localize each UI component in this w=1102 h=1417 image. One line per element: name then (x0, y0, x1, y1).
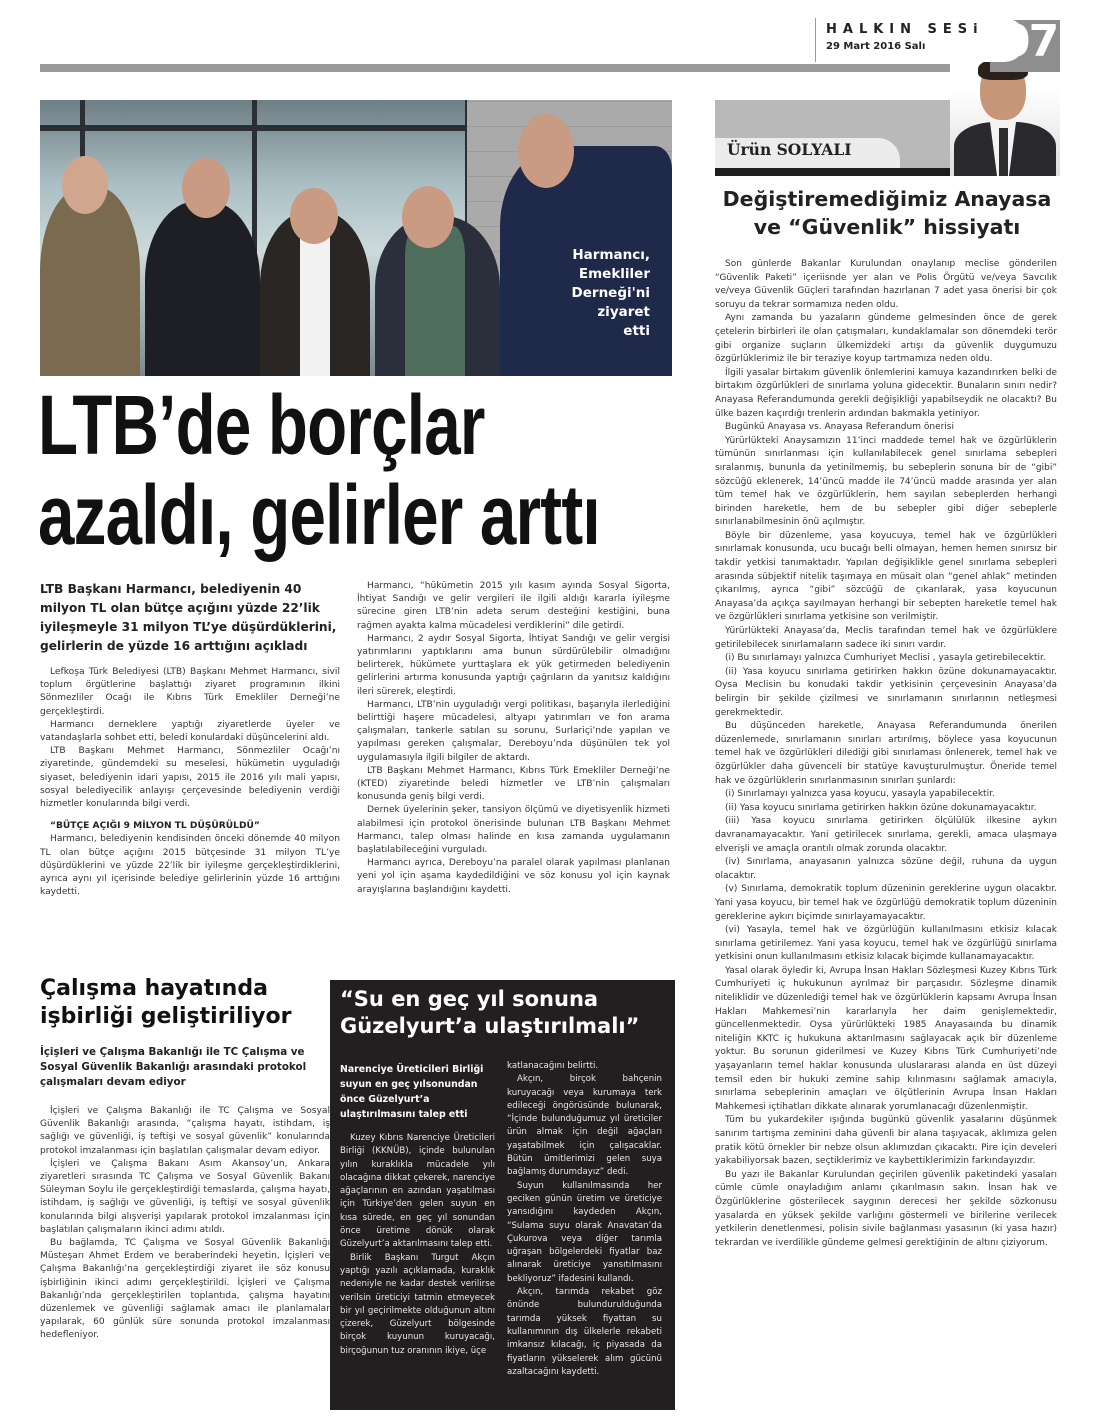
masthead-rule (40, 64, 1050, 72)
labor-story-lead: İçişleri ve Çalışma Bakanlığı ile TC Çalışma ve Sosyal Güvenlik Bakanlığı arasındaki protokol çalışmaları devam ediyor (40, 1046, 307, 1088)
paragraph: (ii) Yasa koyucu sınırlama getirirken hakkın özüne dokunamayacaktır. (725, 802, 1037, 813)
person-shirt (405, 226, 465, 376)
paragraph: Lefkoşa Türk Belediyesi (LTB) Başkanı Mehmet Harmancı, sivil toplum örgütlerine başlattığı ziyaret programının ilkini Sönmezliler Ocağı ile Kıbrıs Türk Emekliler Derneği’ne gerçekleştirdi. (40, 667, 340, 717)
paragraph: (ii) Yasa koyucu sınırlama getirirken hakkın özüne dokunamayacaktır. Oysa Meclisin bu konudaki takdir yetkisinin çerçevesinin Anayasa’da belirgin bir şekilde çizilmesi ve sınırlamanın sınırlarının netleşmesi gerekmektedir. (715, 666, 1057, 718)
paragraph: Suyun kullanılmasında her geciken günün üretim ve üreticiye yansıdığını kaydeden Akçın, “Sulama suyu olarak Anavatan’da Çukurova veya diğer tarımla uğraşan bölgelerdeki fiyatlar baz alınarak üreticiye yansıtılmasını bekliyoruz” ifadesini kullandı. (507, 1180, 662, 1284)
paper-name: HALKIN SESi (826, 22, 984, 37)
paragraph: (iii) Yasa koyucu sınırlama getirirken ölçülülük ilkesine aykırı davranamayacaktır. Yani getirilecek sınırlama, gerekli, amaca ulaşmaya elverişli ve amaçla orantılı olmak zorunda olacaktır. (715, 816, 1057, 854)
labor-story-body (40, 1105, 330, 1343)
person-head (62, 156, 108, 214)
paragraph: (i) Sınırlamayı yalnızca yasa koyucu, yasayla yapabilecektir. (725, 789, 995, 800)
paragraph: Kuzey Kıbrıs Narenciye Üreticileri Birliği (KKNÜB), içinde bulunulan yılın kuraklıkla mücadele yılı olacağına dikkat çekerek, narenciye ağaçlarının en azından yaşatılması için Türkiye’den gelen suyun en kısa sürede, en geç yıl sonundan önce üretime dönük olarak Güzelyurt’a aktarılmasını talep etti. (340, 1133, 495, 1250)
paragraph: Harmancı derneklere yaptığı ziyaretlerde üyeler ve vatandaşlarla sohbet etti, beledi konulardaki düşüncelerini aldı. (40, 719, 340, 744)
paragraph: Tüm bu yukardekiler ışığında bugünkü güvenlik yasalarını düşünmek sanırım tartışma zeminini daha güvenli bir alana taşıyacak, aklımıza gelen pratik kötü örnekler bir nebze olsun aklımızdan çıkacaktı. Pire için develeri yakabiliyorsak bazen, seçtiklerimiz ve kaybettiklerimizin farkındayızdır. (715, 1115, 1057, 1167)
paragraph: Aynı zamanda bu yazaların gündeme gelmesinden önce de gerek çetelerin birbirleri ile olan çatışmaları, kundaklamalar son dönemdeki terör gibi organize suçların ülkemizdeki artışı da güvenlik duygumuzu özgürlüklerimiz ile bir teraziye koyup tartmamıza neden oldu. (715, 313, 1057, 365)
columnist-header (715, 100, 1060, 176)
paragraph: Harmancı, LTB’nin uyguladığı vergi politikası, başarıyla ilerlediğini belirttiği haşere mücadelesi, altyapı yatırımları ve fon arama çalışmaları, tankerle satılan su sorunu, Surlariçi’nde yapılan ve yapılması gereken çalışmalar, Dereboyu’nda düşünülen tek yol uygulamasıyla ilgili bilgiler de aktardı. (357, 699, 670, 763)
subheading: “BÜTÇE AÇIĞI 9 MİLYON TL DÜŞÜRÜLDÜ” (50, 821, 260, 832)
main-story-column-2 (357, 580, 670, 897)
paragraph: (iv) Sınırlama, anayasanın yalnızca sözüne değil, ruhuna da uygun olacaktır. (715, 857, 1057, 881)
paragraph: Harmancı, belediyenin kendisinden önceki dönemde 40 milyon TL olan bütçe açığını 2015 bütçesinde 31 milyon TL’ye düşürdüklerini ve yüzde 22’lik bir iyileşme gerçekleştirdiklerini, ayrıca aynı yıl içerisinde belediye gelirlerinin yüzde 16 arttığını kaydetti. (40, 834, 340, 898)
paragraph: (vi) Yasayla, temel hak ve özgürlüğün kullanılmasını etkisiz kılacak sınırlama getirilemez. Yani yasa koyucu, temel hak ve özgürlüğü sınırlama yetkisini onun kullanılmasını etkisiz kılacak biçimde kullanamayacaktır. (715, 925, 1057, 963)
person-head (402, 186, 454, 248)
paragraph: Yürürlükteki Anayasa’da, Meclis tarafından temel hak ve özgürlüklere getirilebilecek sınırlamaların sadece iki sınırı vardır. (715, 626, 1057, 650)
paragraph: Harmancı, 2 aydır Sosyal Sigorta, İhtiyat Sandığı ve gelir vergisi yatırımlarını yaptıklarını ama bunun sürdürülebilir olmadığını belirterek, hükümete yurttaşlara ek yük getirmeden belediyenin gelirlerini artırma konusunda yaptığı çağrıların da yanıtsız kaldığını ileri sürerek, eleştirdi. (357, 633, 670, 697)
paragraph: Dernek üyelerinin şeker, tansiyon ölçümü ve diyetisyenlik hizmeti alabilmesi için protokol önerisinde bulunan LTB Başkanı Mehmet Harmancı, talep olması halinde en kısa zamanda uygulamanın başlatılabileceğini vurguladı. (357, 805, 670, 856)
paragraph: Böyle bir düzenleme, yasa koyucuya, temel hak ve özgürlükleri sınırlamak konusunda, ucu bucağı belli olmayan, hemen hemen sınırsız bir takdir yetkisi tanımaktadır. Yapılan değişiklikle genel sınırlama sebepleri arasında sübjektif nitelik taşımaya en müsait olan “genel ahlak” metinden çıkarılmış, ayrıca “gibi” sözcüğü de çıkarılarak, yasa koyucunun Anayasa’da açıkça sayılmayan herhangi bir sebepten hareketle temel hak ve özgürlükleri sınırlama yetkisine son verilmiştir. (715, 530, 1057, 623)
paragraph: LTB Başkanı Mehmet Harmancı, Sönmezliler Ocağı’nı ziyaretinde, gündemdeki su meselesi, hükümetin uyguladığı siyaset, belediyenin idari yapısı, 2015 ile 2016 yılı mali yapısı, sosyal belediyecilik anlayışı çerçevesinde belediyenin verdiği hizmetler konularında bilgi verdi. (40, 746, 340, 810)
paragraph: LTB Başkanı Mehmet Harmancı, Kıbrıs Türk Emekliler Derneği’ne (KTED) ziyaretinde beledi hizmetler ve LTB’nin çalışmaları konusunda geniş bilgi verdi. (357, 765, 670, 803)
person-figure (40, 186, 140, 376)
opinion-headline: Değiştiremediğimiz Anayasa ve “Güvenlik” hissiyatı (722, 187, 1052, 239)
paragraph: Bu düşünceden hareketle, Anayasa Referandumunda önerilen düzenlemede, sınırlamanın sınırları artırılmış, böylece yasa koyucunun temel hak ve özgürlükleri dilediği gibi sınırlaması önlenerek, temel hak ve özgürlükler daha güvenceli bir statüye kavuşturulmuştur. Öneride temel hak ve özgürlüklerin sınırlanmasının sınırları şunlardı: (715, 721, 1057, 786)
main-story-photo (40, 100, 672, 376)
columnist-name: Ürün SOLYALI (727, 140, 852, 159)
paragraph: (i) Bu sınırlamayı yalnızca Cumhuriyet Meclisi , yasayla getirebilecektir. (725, 653, 1046, 664)
paragraph: Yürürlükteki Anaysamızın 11’inci maddede temel hak ve özgürlüklerin tümünün sınırlanması için kullanılabilecek genel sınırlama sebepleri sıralanmış, bununla da yetinilmemiş, bu sebeplerin sonuna bir de “gibi” sözcüğü eklenerek, 14’üncü madde ile 74’üncü madde arasında yer alan tüm temel hak ve özgürlüklerin, hem sayılan sebeplerden herhangi birinden hareketle, hem de bu sebepler gibi diğer sebeplerle sınırlanabilmesinin önü açılmıştır. (715, 435, 1057, 528)
paragraph: Akçın, birçok bahçenin kuruyacağı veya kurumaya terk edileceği öngörüsünde bulunarak, “İçinde bulunduğumuz yıl üreticiler ürün almak için değil ağaçları yaşatabilmek için çalışacaklar. Bütün ümitlerimizi gelen suya bağlamış durumdayız” dedi. (507, 1074, 662, 1178)
water-story-column-a (340, 1132, 495, 1358)
paragraph: İçişleri ve Çalışma Bakanı Asım Akansoy’un, Ankara ziyaretleri sırasında TC Çalışma ve Sosyal Güvenlik Bakanı Süleyman Soylu ile gerçekleştirdiği temaslarda, çalışma hayatı, istihdam, iş sağlığı ve güvenliği, iş teftişi ve sosyal güvenlik konularında bilgi alışverişi yapılarak protokol imzalanması için başlatılan çalışmaların ikinci adımı atıldı. (40, 1158, 330, 1235)
labor-story-headline: Çalışma hayatında işbirliği geliştiriliyor (40, 976, 292, 1029)
person-head (182, 158, 230, 218)
main-story-lead: LTB Başkanı Harmancı, belediyenin 40 milyon TL olan bütçe açığını yüzde 22’lik iyileşmeyle 31 milyon TL’ye düşürdüklerini, gelirlerin de yüzde 16 arttığını açıkladı (40, 582, 337, 653)
main-headline-line1: LTB’de borçlar (38, 378, 485, 472)
paragraph: Son günlerde Bakanlar Kurulundan onaylanıp meclise gönderilen “Güvenlik Paketi” içeriisnde yer alan ve Polis Örgütü ve/veya Savcılık ve/veya Güvenlik Güçleri tarafından hazırlanan 7 adet yasa önerisi bir çok soruyu da tekrar sormamıza neden oldu. (715, 259, 1057, 310)
main-headline (38, 378, 600, 562)
water-story-lead: Narenciye Üreticileri Birliği suyun en geç yılsonundan önce Güzelyurt’a ulaştırılmasını talep etti (340, 1064, 484, 1120)
paragraph: Bu yazı ile Bakanlar Kurulundan geçirilen güvenlik paketindeki yasaları cümle cümle onayladığım anlamı çıkarılmasın sakın. İnsan hak ve Özgürlüklerine gösterilecek saygının derecesi her şekilde sözkonusu yasalarda en yüksek şekilde varlığını göstermeli ve birilerine verilecek yetkilerin denetlenmesi, polisin sivile bağlanması yasasının (ki yasa hazır) tekrardan ve iverdilikle gündeme gelmesi gerektiğinin de altını çiziyorum. (715, 1169, 1057, 1248)
paragraph: katlanacağını belirtti. (507, 1061, 599, 1071)
paragraph: İçişleri ve Çalışma Bakanlığı ile TC Çalışma ve Sosyal Güvenlik Bakanlığı arasında, “çalışma hayatı, istihdam, iş sağlığı ve güvenliği, iş teftişi ve sosyal güvenlik” konularında protokol imzalanması için başlatılan çalışmalar devam ediyor. (40, 1106, 330, 1156)
portrait-tie (999, 128, 1008, 176)
person-head (518, 114, 574, 188)
opinion-body (715, 258, 1057, 1250)
paragraph: İlgili yasalar birtakım güvenlik önlemlerini kamuya kazandırırken belki de birtakım özgürlükleri de sınırlama yoluna gidecektir. Bunaların sınırı nedir? Anayasa Referandumunda gerekli değişikliği yapabilseydik ne olacaktı? Bu ülke bazen kaçırdığı trenlerin ardından bakmakla yetiniyor. (715, 367, 1057, 419)
main-story-column-1 (40, 666, 340, 899)
water-story-column-b (507, 1060, 662, 1379)
paragraph: Bu bağlamda, TC Çalışma ve Sosyal Güvenlik Bakanlığı Müsteşarı Ahmet Erdem ve beraberindeki heyetin, İçişleri ve Çalışma Bakanlığı’na gerçekleştirdiği ziyaret ile söz konusu işbirliğinin ikinci adımı gerçekleştirildi. İçişleri ve Çalışma Bakanlığı’nda gerçekleştirilen toplantıda, çalışma hayatını düzenlemek ve güvenliği sağlamak amacı ile planlamalar yapılarak, 60 günlük süre sonunda protokol imzalanması hedefleniyor. (40, 1238, 330, 1341)
paragraph: Bugünkü Anayasa vs. Anayasa Referandum önerisi (725, 422, 954, 433)
water-story-box (330, 980, 675, 1410)
paragraph: Akçın, tarımda rekabet göz önünde bulundurulduğunda tarımda yüksek fiyattan su kullanımının dış ülkelerle rekabeti imkansız kılacağı, iç piyasada da fiyatların yükselerek alım gücünü azaltacağını kaydetti. (507, 1287, 662, 1377)
masthead (815, 18, 1026, 62)
page-number: 07 (1000, 16, 1058, 67)
paragraph: (v) Sınırlama, demokratik toplum düzeninin gereklerine uygun olacaktır. Yani yasa koyucu, bir temel hak ve özgürlüğü demokratik toplum düzeninin gereklerine aykırı biçimde sınırlayamayacaktır. (715, 884, 1057, 922)
water-story-headline: “Su en geç yıl sonuna Güzelyurt’a ulaştırılmalı” (340, 987, 640, 1038)
person-head (290, 188, 338, 244)
paragraph: Birlik Başkanı Turgut Akçın yaptığı yazılı açıklamada, kuraklık nedeniyle ne kadar destek verilirse verilsin üreticiyi tatmin etmeyecek bir yıl geçirilmekte olduğunun altını çizerek, Güzelyurt bölgesinde birçok kuyunun kuruyacağı, birçoğunun tuz oranının ikiye, üçe (340, 1252, 495, 1356)
person-figure (145, 201, 260, 376)
person-shirt (300, 221, 330, 376)
paragraph: Harmancı, “hükümetin 2015 yılı kasım ayında Sosyal Sigorta, İhtiyat Sandığı ve gelir vergileri ile ilgili aldığı kararla iyileşme sürecine giren LTB’nin adeta serum desteğini kestiğini, buna rağmen ayakta kalma mücadelesi verdiklerini” dile getirdi. (357, 581, 670, 631)
issue-date: 29 Mart 2016 Salı (826, 41, 926, 52)
main-headline-line2: azaldı, gelirler arttı (38, 468, 600, 562)
paragraph: Harmancı ayrıca, Dereboyu’na paralel olarak yapılması planlanan yeni yol için aşama kaydedildiğini ve söz konusu yol için kaynak arayışlarına başlandığını kaydetti. (357, 858, 670, 895)
paragraph: Yasal olarak öyledir ki, Avrupa İnsan Hakları Sözleşmesi Kuzey Kıbrıs Türk Cumhuriyeti iç hukukunun ayrılmaz bir parçasıdır. Sözleşme dinamik niteliklidir ve düzenlediği temel hak ve özgürlüklerin kapsamı Avrupa İnsan Hakları Mahkemesi’nin kararlarıyla her daim genişlemektedir, güncellenmektedir. Oysa yürürlükteki 1985 Anayasaında bu dinamik niteliğin KKTC iç hukukuna aktarılmasını sağlayacak açık bir düzenleme yoktur. Bu sorunun giderilmesi ve Kuzey Kıbrıs Türk Cumhuriyeti’nde yaşayanların temel haklar konusunda uluslararası alanda en üst düzeyi temsil eden bir hukuki zemine sahip kılınmasını sağlamak amacıyla, sınırlama sebeplerinin amaçları ve ölçütlerinin Avrupa İnsan Hakları Mahkemesi içtihatları dikkate alınarak yorumlanacağı düzenlenmiştir. (715, 965, 1057, 1112)
photo-caption: Harmancı, Emekliler Derneği'ni ziyaret etti (571, 247, 650, 339)
